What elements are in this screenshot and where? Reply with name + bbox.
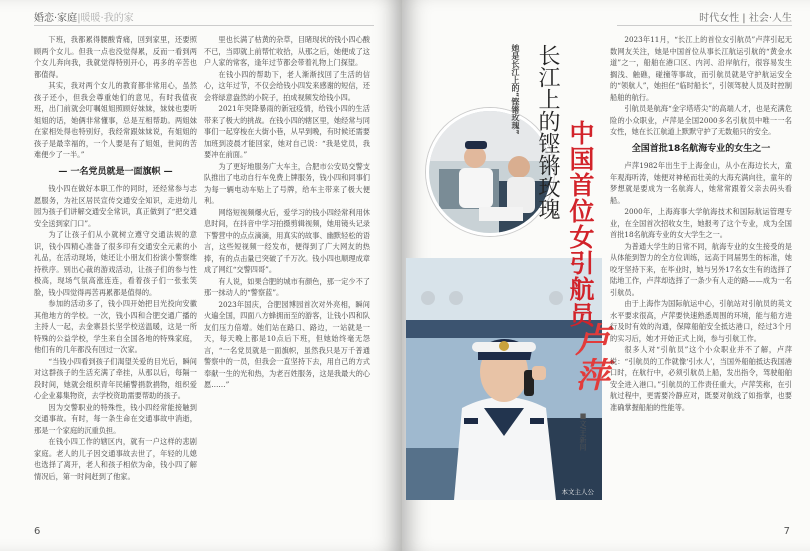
paragraph: 2021年突降暴雨的新冠疫情，给钱小四的生活带来了极大的挑战。在钱小四的辖区里，她经常与同事们一起穿梭在大街小巷，从早到晚，有时候还需要加班到凌晨才能回家，她对自己说：“我是党员，我要冲在前面。” xyxy=(204,104,370,159)
title-red: 中国首位女引航员 xyxy=(566,120,595,328)
left-header-section: 婚恋·家庭 xyxy=(34,13,78,24)
paragraph: 因为交警职业的特殊性，钱小四经常能接触到交通事故。有时，每一条生命在交通事故中消逝，那是一个家庭的沉重负担。 xyxy=(34,402,197,435)
paragraph: 参加的活动多了，钱小四开始把目光投向安徽其他地方的学校。一次，钱小四和合肥交通广播的主持人一起，去金寨县长坚学校送温暖，这是一所特殊的公益学校，学生来自全国各地的特殊家庭，他们有的几年都没有回过一次家。 xyxy=(34,299,197,354)
paragraph: 在钱小四工作的辖区内，就有一户这样的悲剧家庭。老人的儿子因交通事故去世了，年轻的儿媳也选择了离开，老人和孩子相依为命，钱小四了解情况后，第一时间赶到了他家。 xyxy=(34,437,197,481)
paragraph: 为了让孩子们从小就树立遵守交通法规的意识，钱小四精心准备了很多印有交通安全元素的小礼品，在活动现场，她还让小朋友们扮演小警察维持秩序。别出心裁的游戏活动，让孩子们的参与性极高，现场气氛高涨连连，看着孩子们一张张笑脸，钱小四觉得再苦再累都是值得的。 xyxy=(34,230,197,297)
left-column-2 xyxy=(204,34,370,514)
section-heading: 全国首批18名航海专业的女生之一 xyxy=(631,143,771,154)
paragraph: 2023年国庆，合肥园博园首次对外亮相，瞬间火遍全国，四面八方蜂拥而至的游客，让钱小四和队友们压力倍增。她们站在路口、路边，一站就是一天，每天晚上都是10点后下班，但她始终毫无怨言，“一名党员就是一面旗帜，虽然我只是万千普通警察中的一员，但我会一直坚持下去，用自己的方式奉献一生的光和热，为老百姓服务，这是我最大的心愿……” xyxy=(204,299,370,389)
left-page-header xyxy=(34,9,134,24)
paragraph: 很多人对“引航员”这个小众职业并不了解，卢萍说：“引航员的工作就像‘引水人’，当国外船舶抵达我国港口时，在航行中，必须引航员上船，发出指令，驾驶船舶安全进入港口。”引航员的工作责任重大，卢萍笑称，在引航过程中，更需要冷静应对，既要对航线了如指掌，也要准确掌握船舶的性能等。 xyxy=(610,345,792,412)
paragraph: 为了更好地服务广大车主，合肥市公安局交警支队推出了电动自行车免费上牌服务，钱小四和同事们为每一辆电动车贴上了号牌，给车主带来了极大便利。 xyxy=(204,161,370,205)
paragraph: 里也长满了枯黄的杂草，目睹现状的钱小四心酸不已，当即就上前帮忙收拾，从那之后，她便成了这户人家的常客，逢年过节都会带着礼物上门探望。 xyxy=(204,35,370,67)
photo-caption: 本文主人公 xyxy=(561,488,594,496)
paragraph: 卢萍1982年出生于上海金山，从小在海边长大，童年观海听涛，她便对神秘而壮美的大海充满向往，童年的梦想就是要成为一名航海人，她常常跟着父亲去码头看船。 xyxy=(610,161,792,205)
section-heading: — 一名党员就是一面旗帜 — xyxy=(58,166,173,177)
paragraph: 由于上海作为国际航运中心，引航站对引航员的英文水平要求很高，卢萍要快速熟悉周围的环境，能与船方进行及时有效的沟通，保障船舶安全抵达港口，经过3个月的实习后，她才开始正式上岗，参与引航工作。 xyxy=(610,299,792,343)
right-header-rule xyxy=(617,25,792,26)
title-subline: 她是长江上的“铿锵玫瑰” xyxy=(511,44,520,135)
right-page-header: 时代女性 | 社会·人生 xyxy=(699,13,792,24)
paragraph: 2000年，上海海事大学航海技术和国际航运管理专业，在全国首次招收女生，她报考了这个专业，成为全国首批18名航海专业的女大学生之一。 xyxy=(610,207,792,239)
paragraph: 引航员是航海“金字塔塔尖”的高端人才，也是充满危险的小众职业，卢萍是全国2000多名引航员中唯一一名女性，她在长江航道上默默守护了无数船只的安全。 xyxy=(610,104,792,136)
left-header-rule xyxy=(34,25,374,26)
title-dark: 长江上的铿锵玫瑰 xyxy=(535,44,560,220)
right-column xyxy=(610,34,792,514)
paragraph: 下班，我都累得腰酸背痛，回到家里，还要照顾两个女儿。但我一点也没觉得累，反而一看到两个女儿奔向我，我就觉得特别开心，再多的辛苦也都值得。 xyxy=(34,35,197,79)
right-page xyxy=(402,0,810,551)
byline: ■文/王新同 xyxy=(579,412,587,451)
paragraph: 2023年11月，“长江上的首位女引航员”卢萍引起无数网友关注，她是中国首位从事长江航运引航的“黄金水道”之一，船舶在港口区、内河、沿岸航行，很容易发生搁浅、触礁，碰撞等事故，而引航员就是守护航运安全的“领航人”，她担任“临时船长”，引领驾驶人员及时控制船舶的航行。 xyxy=(610,35,792,102)
paragraph: 在钱小四的帮助下，老人渐渐找回了生活的信心，这年过节，不仅会给钱小四发来感谢的短信，还会将绿意盎然的小院子，拍成视频发给钱小四。 xyxy=(204,69,370,102)
right-page-number: 7 xyxy=(783,526,790,537)
paragraph: 网络短视频爆火后，爱学习的钱小四经常利用休息时间，在抖音中学习拍摄剪辑视频，她用镜头记录下警营中的点点滴滴，用真实的故事、幽默轻松的语言，这些短视频一经发布，便得到了广大网友的热捧，有的点击量已突破了千万次。钱小四也顺理成章成了网红“交警四哥”。 xyxy=(204,207,370,274)
left-page-number: 6 xyxy=(34,526,41,537)
paragraph: 有人说，如果合肥的城市有颜色，那一定少不了那一抹动人的“警察蓝”。 xyxy=(204,276,370,297)
title-name: 卢萍 xyxy=(569,322,609,392)
paragraph: “当钱小四看到孩子们渴望关爱的目光后，瞬间对这群孩子的生活充满了牵挂，从那以后，每隔一段时间，她就会组织青年民辅警捐款捐物，组织爱心企业募集物资，去学校资助需要帮助的孩子。 xyxy=(34,356,197,400)
paragraph: 为普通大学生的日常不同，航海专业的女生接受的是从体能到智力的全方位训练，远高于同届男生的标准，她咬牙坚持下来，在毕业时，她与另外17名女生有的选择了陆地工作，卢萍却选择了一条少有人走的路——成为一名引航员。 xyxy=(610,241,792,297)
paragraph: 钱小四在做好本职工作的同时，还经常参与志愿服务，为社区居民宣传交通安全知识，走进幼儿园为孩子们讲解交通安全常识，真正做到了“把交通安全送到家门口”。 xyxy=(34,184,197,228)
left-header-sub: |暖暖·我的家 xyxy=(77,13,134,24)
left-page xyxy=(0,0,402,551)
left-column-1 xyxy=(34,34,197,514)
paragraph: 其实，我对两个女儿的教育都非常用心，虽然孩子还小，但我会尊重她们的意见，有时我值夜班，出门前就会叮嘱姐姐照顾好妹妹，妹妹也要听姐姐的话，她俩非常懂事，总是互相帮助。两姐妹在家相处得也特别好，我经常跟妹妹说，有姐姐的孩子是最幸福的，一个人要是有了姐姐，世间的苦难便少了一半。” xyxy=(34,81,197,159)
